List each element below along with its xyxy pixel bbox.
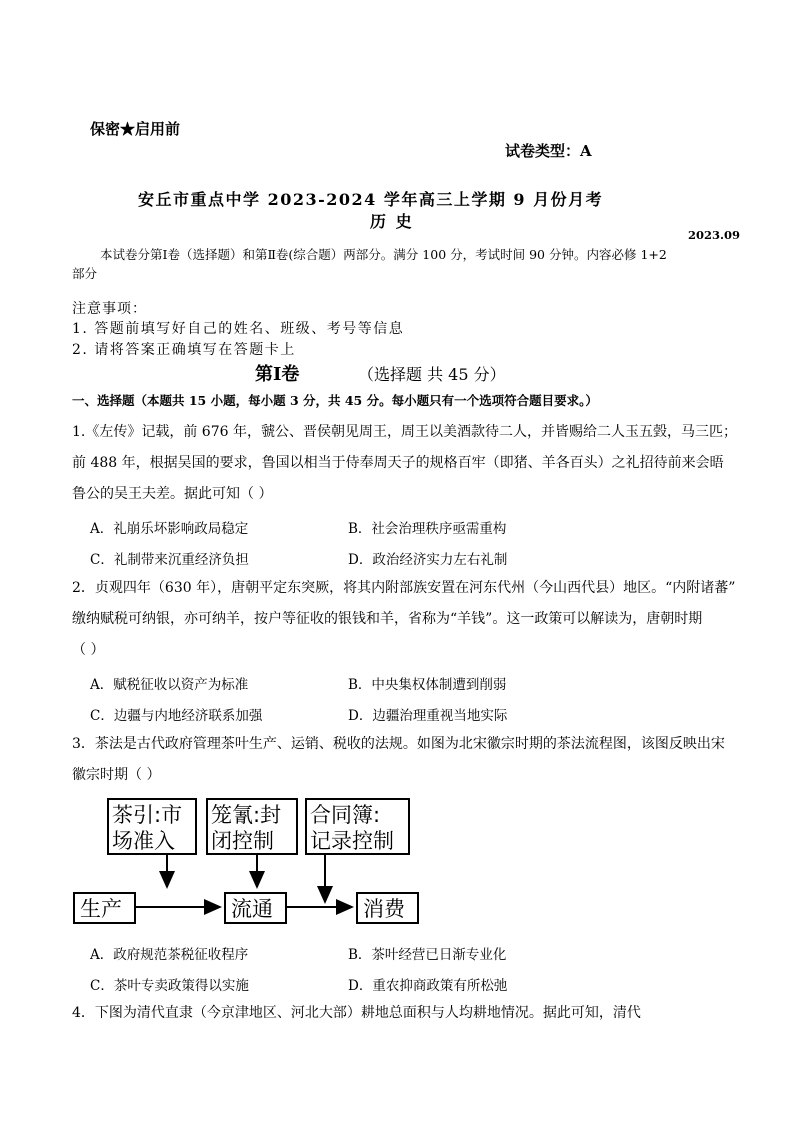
section-title: 第Ⅰ卷	[255, 364, 300, 385]
question-2-text: （ ）	[72, 642, 105, 658]
question-2-option-d[interactable]: D．边疆治理重视当地实际	[348, 708, 508, 724]
note-item: 1. 答题前填写好自己的姓名、班级、考号等信息	[72, 321, 405, 337]
exam-title: 安丘市重点中学 2023-2024 学年高三上学期 9 月份月考	[138, 190, 604, 209]
control-box-contract-book	[305, 798, 410, 855]
question-2-text: 2．贞观四年（630 年），唐朝平定东突厥，将其内附部族安置在河东代州（今山西代县）地区。“内附诸蕃”	[72, 580, 736, 596]
section-subtitle: （选择题 共 45 分）	[358, 365, 506, 384]
control-box-line: 笼氰:封	[211, 803, 282, 827]
control-box-line: 场准入	[112, 829, 175, 853]
flow-box-consumption: 消费	[356, 892, 419, 924]
question-1-option-b[interactable]: B．社会治理秩序亟需重构	[348, 521, 507, 537]
question-1-text: 鲁公的吴王夫差。据此可知（ ）	[72, 486, 273, 502]
flow-box-production: 生产	[73, 892, 136, 924]
subject-title: 历 史	[370, 212, 414, 231]
question-1-text: 前 488 年，根据吴国的要求，鲁国以相当于侍奉周天子的规格百牢（即猪、羊各百头）之礼招待前来会晤	[72, 455, 724, 471]
control-box-tea-permit	[107, 798, 197, 855]
question-1-text: 1.《左传》记载，前 676 年，虢公、晋侯朝见周王，周王以美酒款待二人，并皆赐给二人玉五瑴，马三匹；	[72, 424, 737, 440]
section-instruction: 一、选择题（本题共 15 小题，每小题 3 分，共 45 分。每小题只有一个选项符合题目要求。）	[72, 393, 598, 408]
control-box-line: 记录控制	[310, 829, 394, 853]
question-2-option-c[interactable]: C．边疆与内地经济联系加强	[90, 708, 263, 724]
control-box-line: 闭控制	[211, 829, 274, 853]
intro-line-2: 部分	[72, 266, 98, 281]
exam-date: 2023.09	[688, 228, 741, 242]
question-2-option-b[interactable]: B．中央集权体制遭到削弱	[348, 677, 507, 693]
tea-law-flow-diagram	[70, 795, 430, 930]
intro-line-1: 本试卷分第Ⅰ卷（选择题）和第Ⅱ卷(综合题）两部分。满分 100 分，考试时间 90 分钟。内容必修 1+2	[100, 247, 667, 262]
question-1-option-c[interactable]: C．礼制带来沉重经济负担	[90, 552, 249, 568]
question-3-text: 3．茶法是古代政府管理茶叶生产、运销、税收的法规。如图为北宋徽宗时期的茶法流程图，该图反映出宋	[72, 736, 725, 752]
question-2-option-a[interactable]: A．赋税征收以资产为标准	[90, 677, 249, 693]
question-3-text: 徽宗时期（ ）	[72, 767, 161, 783]
question-3-option-a[interactable]: A．政府规范茶税征收程序	[90, 947, 249, 963]
question-4-text: 4．下图为清代直隶（今京津地区、河北大部）耕地总面积与人均耕地情况。据此可知，清代	[72, 1005, 641, 1021]
flow-box-circulation: 流通	[224, 892, 287, 924]
question-1-option-d[interactable]: D．政治经济实力左右礼制	[348, 552, 508, 568]
question-1-option-a[interactable]: A．礼崩乐坏影响政局稳定	[90, 521, 249, 537]
control-box-line: 合同簿:	[310, 803, 381, 827]
question-3-option-b[interactable]: B．茶叶经营已日渐专业化	[348, 947, 507, 963]
note-item: 2. 请将答案正确填写在答题卡上	[72, 342, 296, 358]
paper-type-label: 试卷类型：A	[505, 142, 592, 160]
question-3-option-d[interactable]: D．重农抑商政策有所松弛	[348, 978, 508, 994]
control-box-tea-basket	[206, 798, 298, 855]
question-2-text: 缴纳赋税可纳银，亦可纳羊，按户等征收的银钱和羊，省称为“羊钱”。这一政策可以解读为，唐朝时期	[72, 611, 703, 627]
control-box-line: 茶引:市	[112, 803, 183, 827]
notes-title: 注意事项：	[72, 301, 147, 317]
question-3-option-c[interactable]: C．茶叶专卖政策得以实施	[90, 978, 249, 994]
confidential-label: 保密★启用前	[90, 120, 181, 138]
